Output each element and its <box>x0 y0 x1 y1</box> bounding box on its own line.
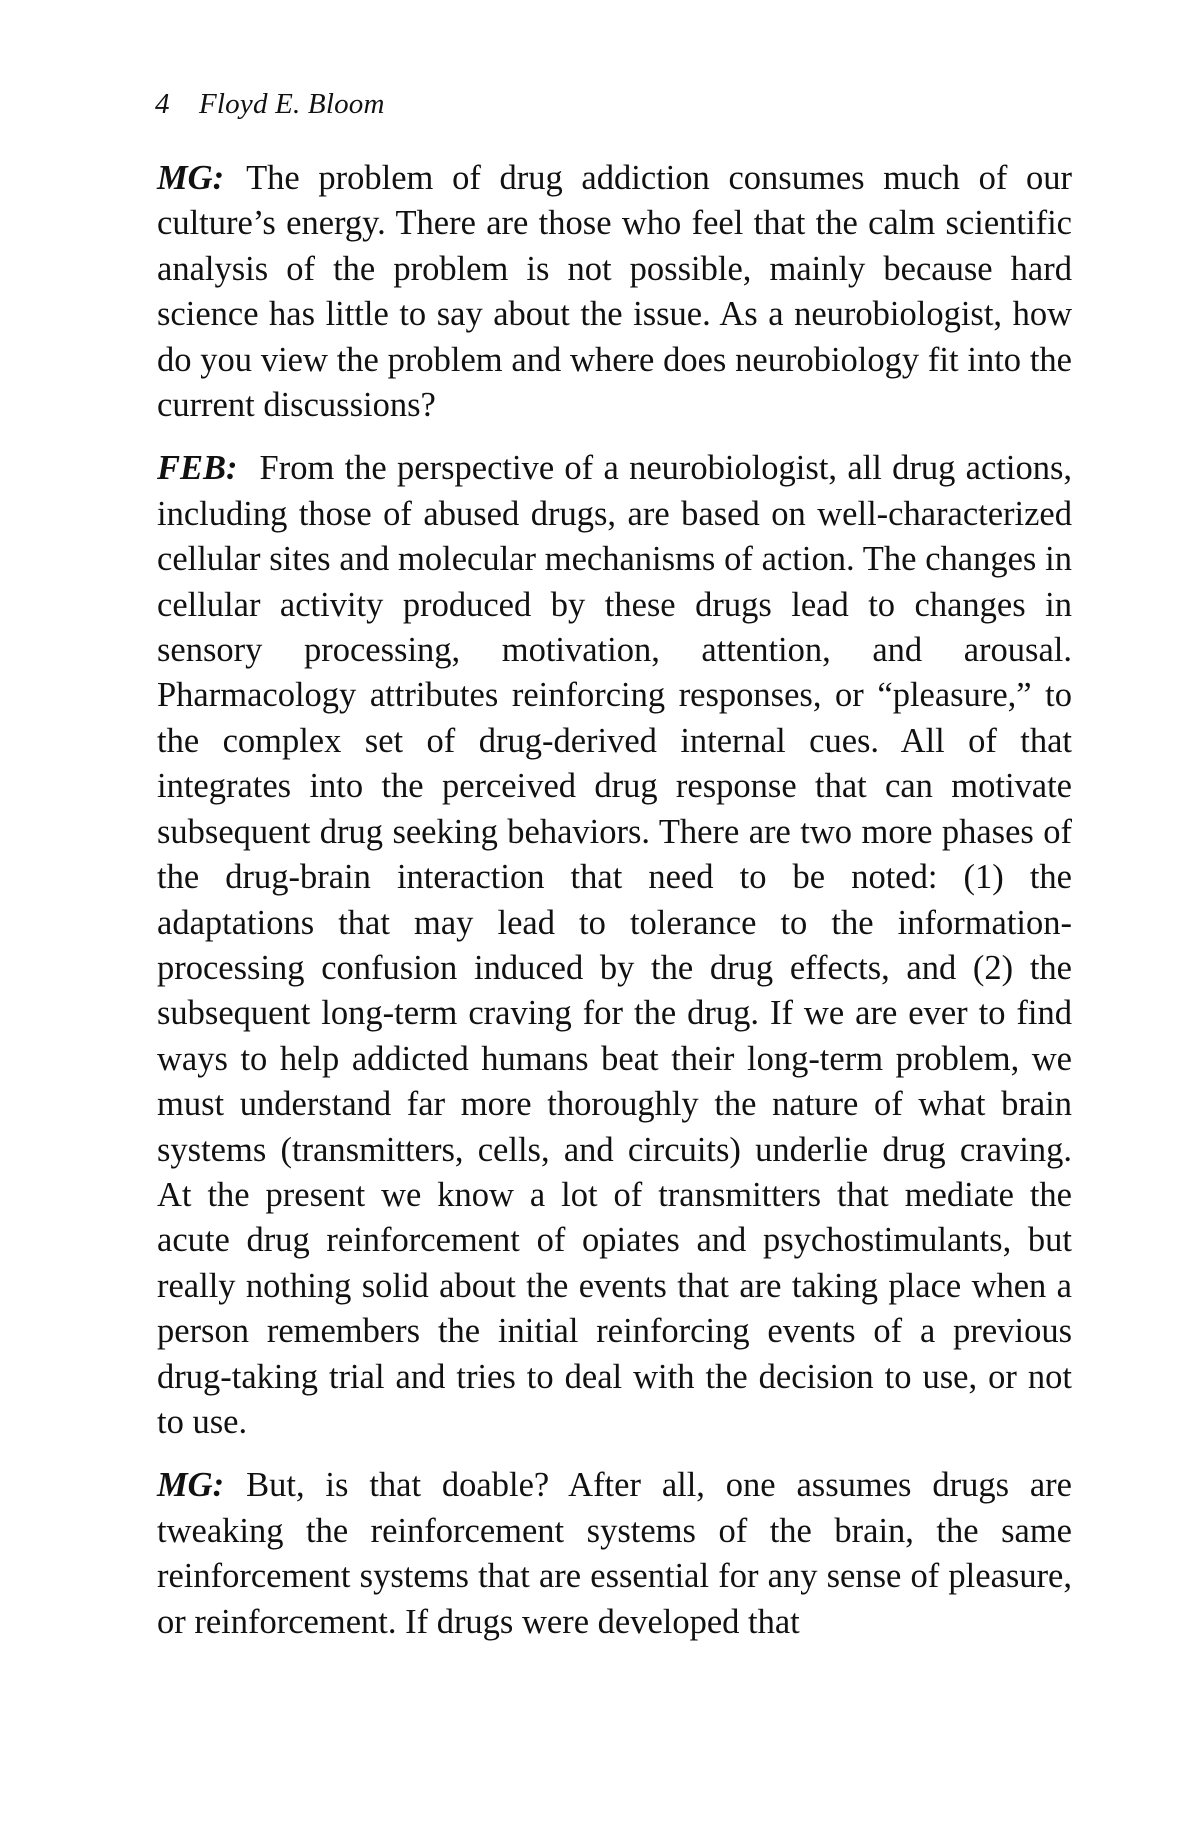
paragraph-text: But, is that doable? After all, one assumes drugs are tweaking the reinforcement systems of the brain, the same reinforcement systems that are essential for any sense of pleasure, or reinforcement. If drugs were developed that <box>157 1466 1072 1641</box>
page-number: 4 <box>155 88 170 120</box>
speaker-label: MG: <box>157 1466 225 1505</box>
running-head <box>155 88 385 121</box>
running-head-author: Floyd E. Bloom <box>199 88 385 120</box>
speaker-label: MG: <box>157 159 225 197</box>
paragraph-text: From the perspective of a neurobiologist, all drug actions, including those of abused drugs, are based on well-characterized cellular sites and molecular mechanisms of action. The changes in cellular activity produced by these drugs lead to changes in sensory processing, motivation, attention, and arousal. Pharmacology attributes reinforcing responses, or “pleasure,” to the complex set of drug-derived internal cues. All of that integrates into the perceived drug response that can motivate subsequent drug seeking behaviors. There are two more phases of the drug-brain interaction that need to be noted: (1) the adaptations that may lead to tolerance to the information-processing confusion induced by the drug effects, and (2) the subsequent long-term craving for the drug. If we are ever to find ways to help addicted humans beat their long-term problem, we must understand far more thoroughly the nature of what brain systems (transmitters, cells, and circuits) underlie drug craving. At the present we know a lot of transmitters that mediate the acute drug reinforcement of opiates and psychostimulants, but really nothing solid about the events that are taking place when a person remembers the initial reinforcing events of a previous drug-taking trial and tries to deal with the decision to use, or not to use. <box>157 449 1072 1441</box>
interview-text <box>157 156 1072 1663</box>
paragraph-text: The problem of drug addiction consumes much of our culture’s energy. There are those who feel that the calm scientific analysis of the problem is not possible, mainly because hard science has little to say about the issue. As a neurobiologist, how do you view the problem and where does neurobiology fit into the current discussions? <box>157 159 1072 425</box>
paragraph-mg-question-2 <box>157 1463 1072 1645</box>
speaker-label: FEB: <box>157 449 238 488</box>
paragraph-mg-question-1 <box>157 156 1072 428</box>
paragraph-feb-answer-1 <box>157 446 1072 1445</box>
